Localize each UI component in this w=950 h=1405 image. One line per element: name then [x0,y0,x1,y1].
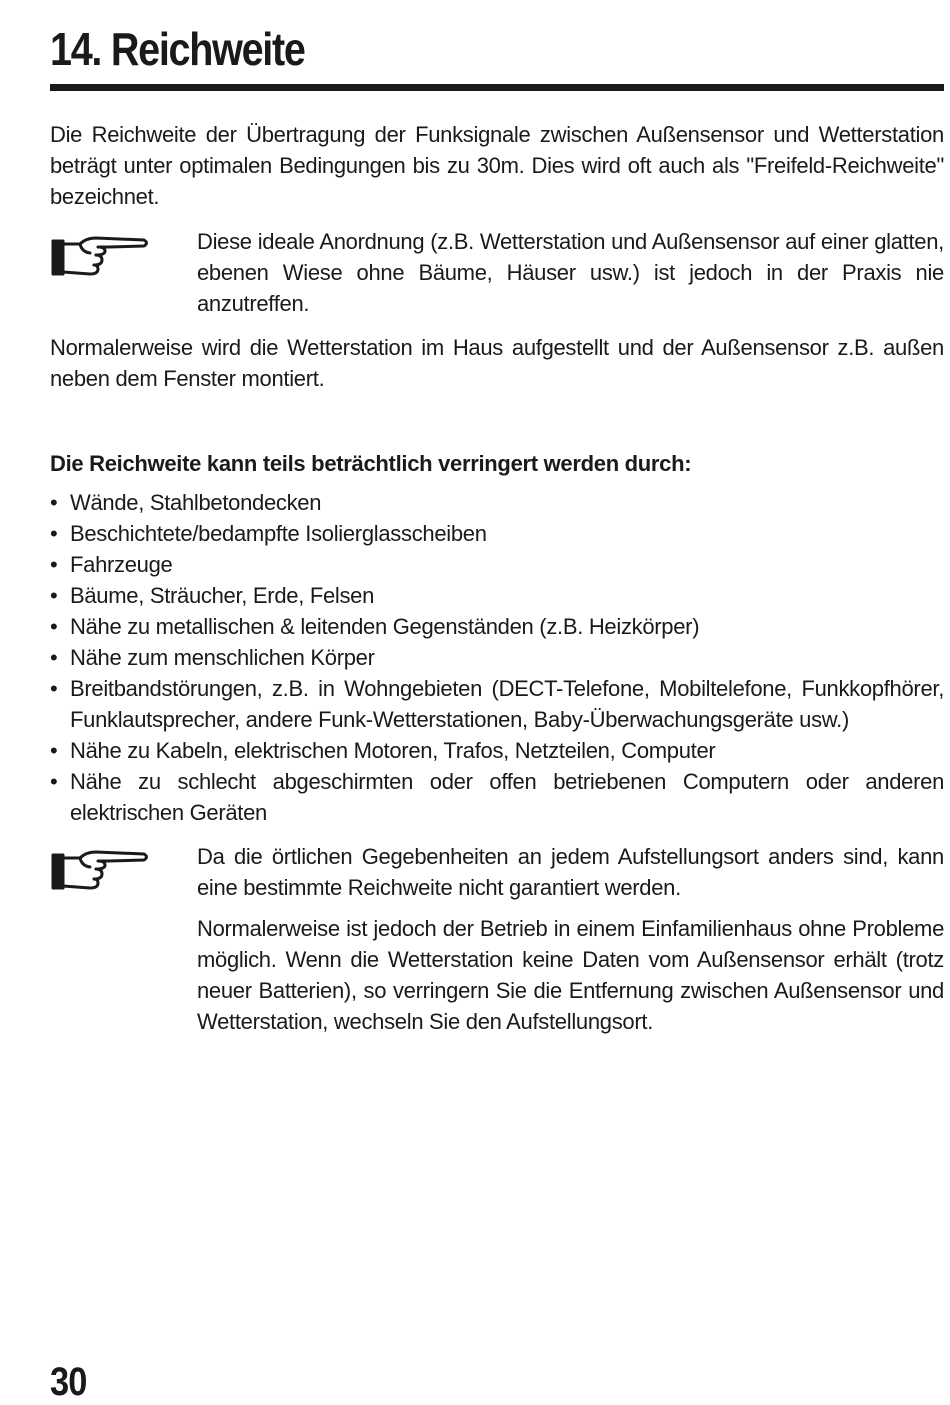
intro-paragraph: Die Reichweite der Übertragung der Funksignale zwischen Außensensor und Wetterstation beträgt unter optimalen Bedingungen bis zu 30m. Dies wird oft auch als "Freifeld-Reichweite" bezeichnet. [50,122,944,209]
bullet-dot: • [50,676,58,701]
bullet-dot: • [50,490,58,515]
bullet-dot: • [50,738,58,763]
note-range-not-guaranteed: Da die örtlichen Gegebenheiten an jedem Aufstellungsort anders sind, kann eine bestimmte Reichweite nicht garantiert werden. [197,844,944,900]
reduction-list [50,487,944,828]
pointing-hand-icon [50,846,150,896]
list-item: • Fahrzeuge [50,549,944,580]
bullet-dot: • [50,552,58,577]
list-item: • Nähe zu schlecht abgeschirmten oder offen betriebenen Computern oder anderen elektrischen Geräten [50,766,944,828]
list-item: • Nähe zum menschlichen Körper [50,642,944,673]
list-item: • Nähe zu Kabeln, elektrischen Motoren, Trafos, Netzteilen, Computer [50,735,944,766]
normal-placement-paragraph: Normalerweise wird die Wetterstation im Haus aufgestellt und der Außensensor z.B. außen neben dem Fenster montiert. [50,335,944,391]
bullet-dot: • [50,645,58,670]
list-item: • Breitbandstörungen, z.B. in Wohngebieten (DECT-Telefone, Mobiltelefone, Funkkopfhörer, Funklautsprecher, andere Funk-Wetterstationen, Baby-Überwachungsgeräte usw.) [50,673,944,735]
list-item: • Nähe zu metallischen & leitenden Gegenständen (z.B. Heizkörper) [50,611,944,642]
list-item: • Beschichtete/bedampfte Isolierglasscheiben [50,518,944,549]
title-rule [50,84,944,91]
pointing-hand-icon [50,232,150,282]
page-number: 30 [50,1360,87,1404]
bullet-dot: • [50,614,58,639]
bullet-dot: • [50,769,58,794]
note-troubleshooting: Normalerweise ist jedoch der Betrieb in einem Einfamilienhaus ohne Probleme möglich. Wenn die Wetterstation keine Daten vom Außensensor erhält (trotz neuer Batterien), so verringern Sie die Entfernung zwischen Außensensor und Wetterstation, wechseln Sie den Aufstellungsort. [197,916,944,1034]
bullet-dot: • [50,583,58,608]
list-item: • Wände, Stahlbetondecken [50,487,944,518]
list-item: • Bäume, Sträucher, Erde, Felsen [50,580,944,611]
page-title: 14. Reichweite [50,23,305,75]
note-ideal-placement: Diese ideale Anordnung (z.B. Wetterstation und Außensensor auf einer glatten, ebenen Wiese ohne Bäume, Häuser usw.) ist jedoch in der Praxis nie anzutreffen. [197,229,944,316]
reduction-heading: Die Reichweite kann teils beträchtlich verringert werden durch: [50,451,692,476]
bullet-dot: • [50,521,58,546]
